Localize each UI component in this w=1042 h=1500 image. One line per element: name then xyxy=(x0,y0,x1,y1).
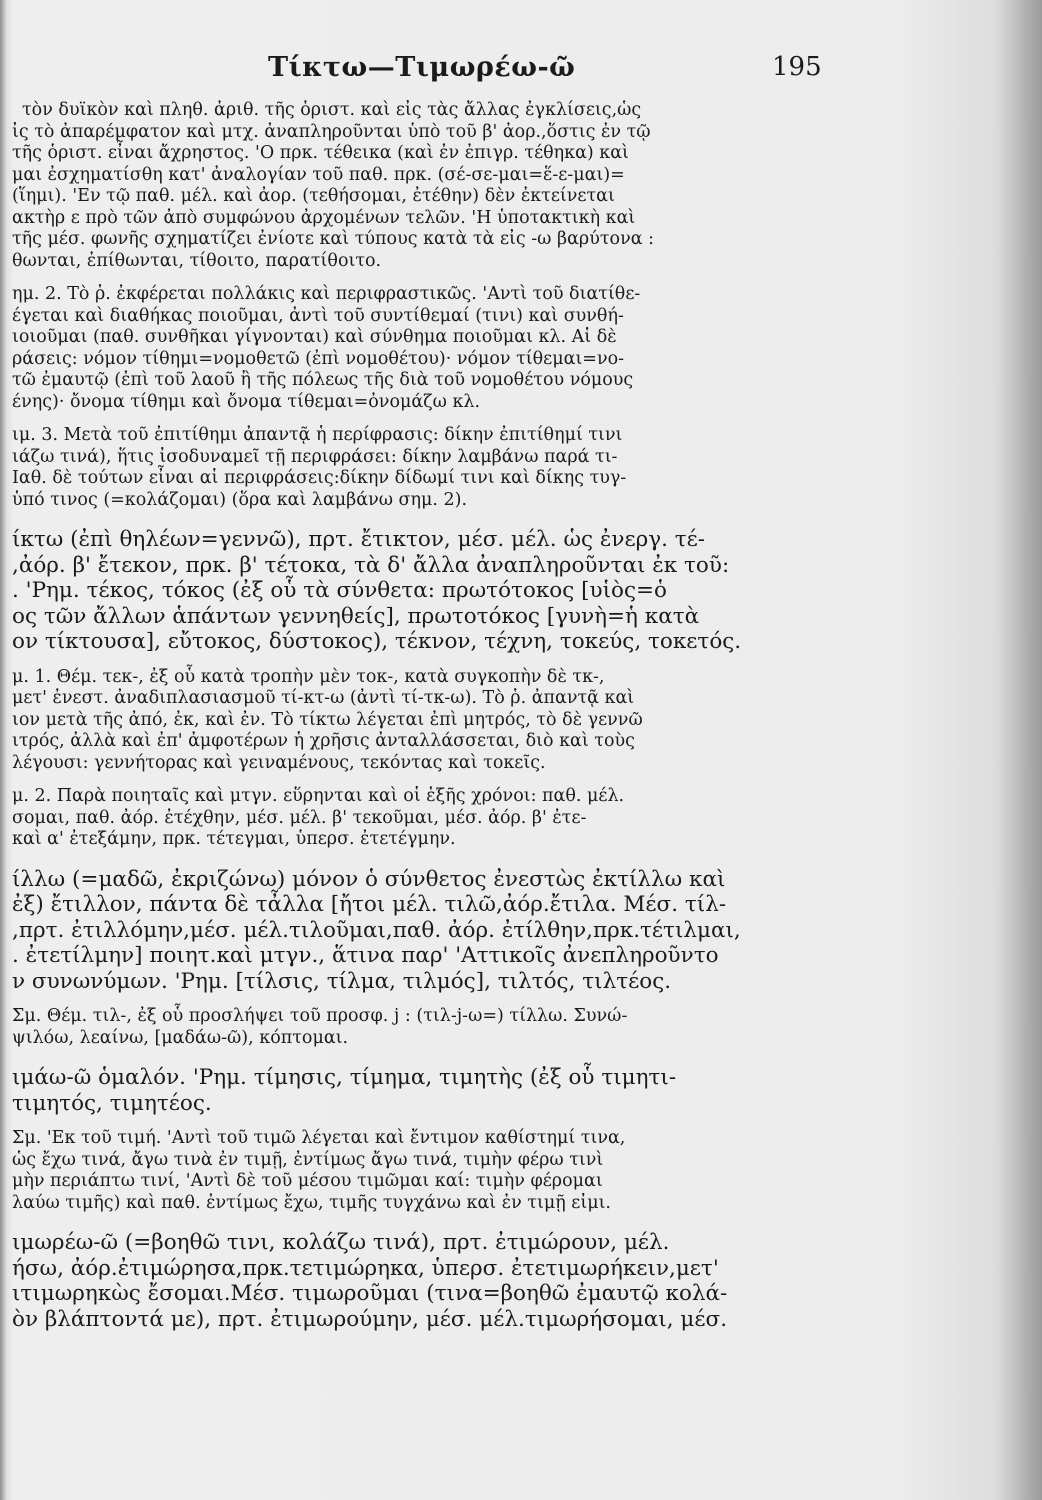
paragraph-tikto-note-2 xyxy=(12,786,892,851)
text-line: μετ' ἐνεστ. ἀναδιπλασιασμοῦ τί-κτ-ω (ἀντὶ τί-τκ-ω). Τὸ ῥ. ἀπαντᾷ καὶ xyxy=(12,688,635,708)
text-line: (ἵημι). 'Εν τῷ παθ. μέλ. καὶ ἀορ. (τεθήσομαι, ἐτέθην) δὲν ἐκτείνεται xyxy=(12,186,615,206)
text-line: ιάζω τινά), ἥτις ἰσοδυναμεῖ τῇ περιφράσει: δίκην λαμβάνω παρά τι- xyxy=(12,446,618,467)
text-line: ιον μετὰ τῆς ἀπό, ἐκ, καὶ ἐν. Τὸ τίκτω λέγεται ἐπὶ μητρός, τὸ δὲ γεννῶ xyxy=(12,709,643,730)
text-line: ημ. 2. Τὸ ῥ. ἐκφέρεται πολλάκις καὶ περιφραστικῶς. 'Αντὶ τοῦ διατίθε- xyxy=(12,284,641,304)
text-line: ιμωρέω-ῶ (=βοηθῶ τινι, κολάζω τινά), πρτ. ἐτιμώρουν, μέλ. xyxy=(12,1230,670,1255)
text-line: θωνται, ἐπίθωνται, τίθοιτο, παρατίθοιτο. xyxy=(12,250,382,271)
entry-tillo xyxy=(12,867,892,995)
text-line: ὸν βλάπτοντά με), πρτ. ἐτιμωρούμην, μέσ. μέλ.τιμωρήσομαι, μέσ. xyxy=(12,1306,728,1332)
text-line: ,πρτ. ἐτιλλόμην,μέσ. μέλ.τιλοῦμαι,παθ. ἀόρ. ἐτίλθην,πρκ.τέτιλμαι, xyxy=(12,917,741,943)
page-body xyxy=(0,100,900,1332)
text-line: . 'Ρημ. τέκος, τόκος (ἐξ οὗ τὰ σύνθετα: πρωτότοκος [υἱὸς=ὁ xyxy=(12,578,667,603)
text-line: ίλλω (=μαδῶ, ἐκριζώνω) μόνον ὁ σύνθετος ἐνεστὼς ἐκτίλλω καὶ xyxy=(12,866,726,892)
text-line: ιοιοῦμαι (παθ. συνθῆκαι γίγνονται) καὶ σύνθημα ποιοῦμαι κλ. Αἱ δὲ xyxy=(12,327,617,347)
text-line: Σμ. 'Εκ τοῦ τιμή. 'Αντὶ τοῦ τιμῶ λέγεται καὶ ἔντιμον καθίστημί τινα, xyxy=(12,1128,626,1148)
text-line: ράσεις: νόμον τίθημι=νομοθετῶ (ἐπὶ νομοθέτου)· νόμον τίθεμαι=νο- xyxy=(12,348,625,369)
entry-tikto xyxy=(12,527,892,655)
text-line: ἐξ) ἔτιλλον, πάντα δὲ τἆλλα [ἤτοι μέλ. τιλῶ,ἀόρ.ἔτιλα. Μέσ. τίλ- xyxy=(12,892,727,917)
text-line: ὑπό τινος (=κολάζομαι) (ὅρα καὶ λαμβάνω σημ. 2). xyxy=(12,489,468,510)
text-line: ὡς ἔχω τινά, ἄγω τινὰ ἐν τιμῇ, ἐντίμως ἄγω τινά, τιμὴν φέρω τινὶ xyxy=(12,1149,604,1170)
entry-timao xyxy=(12,1065,892,1116)
paragraph-tillo-note xyxy=(12,1006,892,1049)
text-line: τῶ ἐμαυτῷ (ἐπὶ τοῦ λαοῦ ἢ τῆς πόλεως τῆς διὰ τοῦ νομοθέτου νόμους xyxy=(12,370,634,390)
text-line: ος τῶν ἄλλων ἁπάντων γεννηθείς], πρωτοτόκος [γυνὴ=ἡ κατὰ xyxy=(12,603,700,629)
text-line: ν συνωνύμων. 'Ρημ. [τίλσις, τίλμα, τιλμός], τιλτός, τιλτέος. xyxy=(12,968,672,994)
paragraph-2 xyxy=(12,284,892,413)
text-line: ιμ. 3. Μετὰ τοῦ ἐπιτίθημι ἀπαντᾷ ἡ περίφρασις: δίκην ἐπιτίθημί τινι xyxy=(12,425,623,445)
text-line: . ἐτετίλμην] ποιητ.καὶ μτγν., ἅτινα παρ' 'Αττικοῖς ἀνεπληροῦντο xyxy=(12,943,719,968)
text-line: ιτρός, ἀλλὰ καὶ ἐπ' ἀμφοτέρων ἡ χρῆσις ἀνταλλάσσεται, διὸ καὶ τοὺς xyxy=(12,731,635,751)
page-number: 195 xyxy=(772,52,822,82)
text-line: ιτιμωρηκὼς ἔσομαι.Μέσ. τιμωροῦμαι (τινα=βοηθῶ ἐμαυτῷ κολά- xyxy=(12,1281,728,1306)
text-line: τῆς μέσ. φωνῆς σχηματίζει ἐνίοτε καὶ τύπους κατὰ τὰ εἰς -ω βαρύτονα : xyxy=(12,229,654,249)
text-line: ἰς τὸ ἀπαρέμφατον καὶ μτχ. ἀναπληροῦνται ὑπὸ τοῦ β' ἀορ.,ὅστις ἐν τῷ xyxy=(12,121,651,142)
text-line: ιμάω-ῶ ὁμαλόν. 'Ρημ. τίμησις, τίμημα, τιμητὴς (ἐξ οὗ τιμητι- xyxy=(12,1065,677,1090)
text-line: τιμητός, τιμητέος. xyxy=(12,1090,212,1116)
text-line: λέγουσι: γεννήτορας καὶ γειναμένους, τεκόντας καὶ τοκεῖς. xyxy=(12,752,546,773)
page-header xyxy=(0,48,1042,88)
text-line: έγεται καὶ διαθήκας ποιοῦμαι, ἀντὶ τοῦ συντίθεμαί (τινι) καὶ συνθή- xyxy=(12,305,624,326)
entry-timoreo xyxy=(12,1230,892,1332)
text-line: ακτὴρ ε πρὸ τῶν ἀπὸ συμφώνου ἀρχομένων τελῶν. 'Η ὑποτακτικὴ καὶ xyxy=(12,207,636,228)
running-head: Τίκτω—Τιμωρέω-ῶ xyxy=(268,52,576,83)
page-edge-shadow xyxy=(994,0,1042,1500)
paragraph-1 xyxy=(12,100,892,272)
text-line: Σμ. Θέμ. τιλ-, ἐξ οὗ προσλήψει τοῦ προσφ. j : (τιλ-j-ω=) τίλλω. Συνώ- xyxy=(12,1006,628,1026)
text-line: μὴν περιάπτω τινί, 'Αντὶ δὲ τοῦ μέσου τιμῶμαι καί: τιμὴν φέρομαι xyxy=(12,1171,603,1191)
text-line: Ιαθ. δὲ τούτων εἶναι αἱ περιφράσεις:δίκην δίδωμί τινι καὶ δίκης τυγ- xyxy=(12,468,627,488)
text-line: μ. 2. Παρὰ ποιηταῖς καὶ μτγν. εὕρηνται καὶ οἱ ἑξῆς χρόνοι: παθ. μέλ. xyxy=(12,786,625,806)
text-line: ήσω, ἀόρ.ἐτιμώρησα,πρκ.τετιμώρηκα, ὑπερσ. ἐτετιμωρήκειν,μετ' xyxy=(12,1255,719,1281)
text-line: μαι ἐσχηματίσθη κατ' ἀναλογίαν τοῦ παθ. πρκ. (σέ-σε-μαι=ἕ-ε-μαι)= xyxy=(12,164,625,185)
text-line: ψιλόω, λεαίνω, [μαδάω-ῶ), κόπτομαι. xyxy=(12,1027,349,1048)
text-line: σομαι, παθ. ἀόρ. ἐτέχθην, μέσ. μέλ. β' τεκοῦμαι, μέσ. ἀόρ. β' ἐτε- xyxy=(12,807,587,828)
text-line: ένης)· ὄνομα τίθημι καὶ ὄνομα τίθεμαι=ὀνομάζω κλ. xyxy=(12,391,481,412)
text-line: μ. 1. Θέμ. τεκ-, ἐξ οὗ κατὰ τροπὴν μὲν τοκ-, κατὰ συγκοπὴν δὲ τκ-, xyxy=(12,666,605,687)
text-line: λαύω τιμῆς) καὶ παθ. ἐντίμως ἔχω, τιμῆς τυγχάνω καὶ ἐν τιμῇ εἰμι. xyxy=(12,1192,611,1213)
text-line: ίκτω (ἐπὶ θηλέων=γεννῶ), πρτ. ἔτικτον, μέσ. μέλ. ὡς ἐνεργ. τέ- xyxy=(12,527,706,552)
paragraph-tikto-note-1 xyxy=(12,667,892,775)
text-line: ,ἀόρ. β' ἔτεκον, πρκ. β' τέτοκα, τὰ δ' ἄλλα ἀναπληροῦνται ἐκ τοῦ: xyxy=(12,552,730,578)
text-line: ον τίκτουσα], εὔτοκος, δύστοκος), τέκνον, τέχνη, τοκεύς, τοκετός. xyxy=(12,629,742,654)
text-line: τῆς ὁριστ. εἶναι ἄχρηστος. 'Ο πρκ. τέθεικα (καὶ ἐν ἐπιγρ. τέθηκα) καὶ xyxy=(12,143,629,163)
paragraph-3 xyxy=(12,425,892,511)
text-line: καὶ α' ἐτεξάμην, πρκ. τέτεγμαι, ὑπερσ. ἐτετέγμην. xyxy=(12,829,456,849)
text-line: τὸν δυϊκὸν καὶ πληθ. ἀριθ. τῆς ὁριστ. καὶ εἰς τὰς ἄλλας ἐγκλίσεις,ὡς xyxy=(22,100,642,120)
paragraph-timao-note xyxy=(12,1128,892,1214)
